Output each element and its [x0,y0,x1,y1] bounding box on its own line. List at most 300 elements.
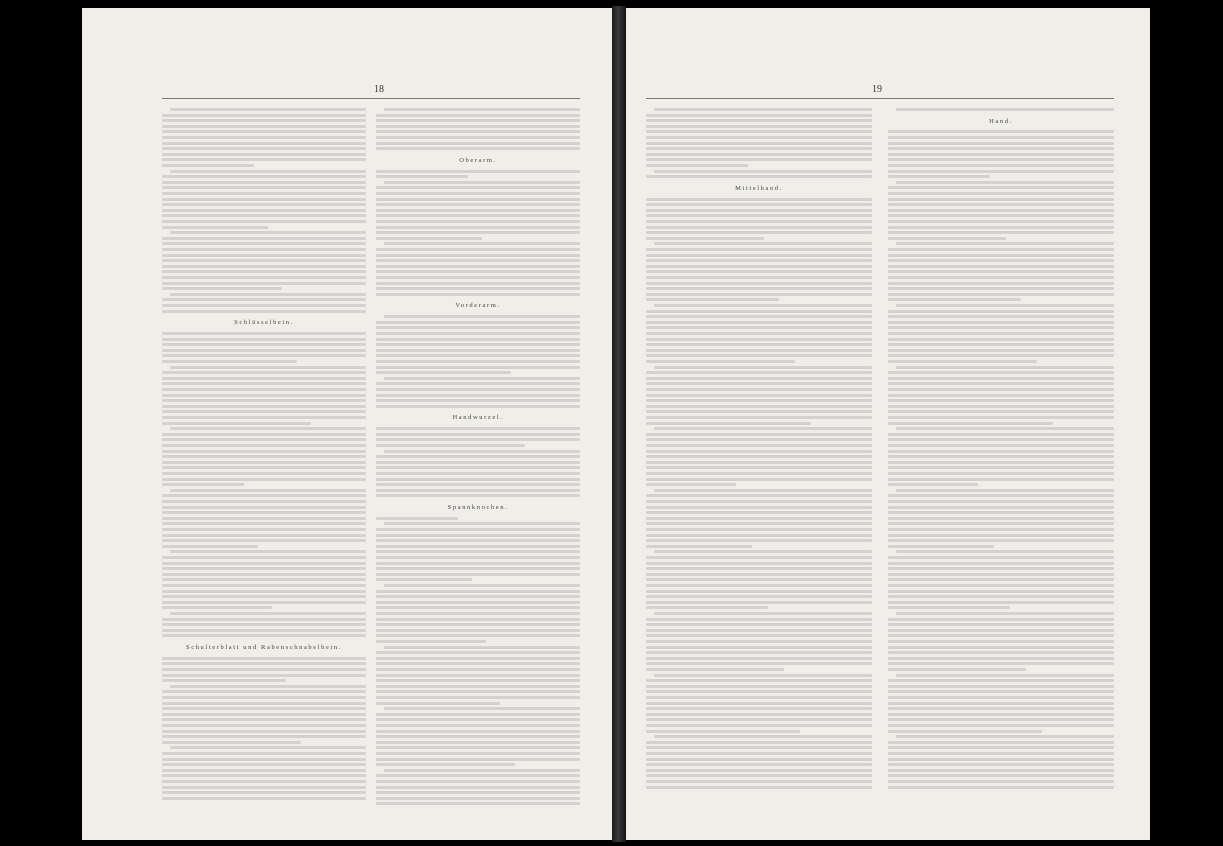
text-line [646,461,872,464]
section-heading: Vorderarm. [455,302,501,310]
text-line [162,114,366,117]
text-line [646,343,872,346]
text-line [888,147,1114,150]
text-line [376,483,580,486]
text-line [162,377,366,380]
text-line [162,410,366,413]
text-line [888,517,1114,520]
text-line [888,679,1114,682]
text-line [654,170,872,173]
text-line [162,724,366,727]
text-line [162,679,286,682]
text-line [376,758,580,761]
text-line [376,427,580,430]
text-line [384,377,580,380]
text-line [170,746,366,749]
text-line [888,623,1114,626]
text-line [646,786,872,789]
text-line [376,382,580,385]
text-line [646,360,795,363]
text-line [654,366,872,369]
text-line [888,282,1114,285]
text-line [646,164,748,167]
text-line [888,724,1114,727]
text-line [888,618,1114,621]
text-line [162,601,366,604]
text-line [646,226,872,229]
text-line [162,164,254,167]
text-line [888,662,1114,665]
text-line [888,237,1006,240]
text-line [162,125,366,128]
text-line [376,780,580,783]
text-line [376,405,580,408]
text-line [162,276,366,279]
text-line [162,142,366,145]
text-line [376,752,580,755]
text-line [162,214,366,217]
text-line [376,640,486,643]
text-line [384,108,580,111]
text-line [384,242,580,245]
text-line [888,590,1114,593]
text-line [376,634,580,637]
text-line [162,220,366,223]
text-line [162,483,244,486]
text-line [646,769,872,772]
text-line [646,455,872,458]
text-line [376,259,580,262]
text-line [162,153,366,156]
text-line [888,601,1114,604]
text-line [888,478,1114,481]
text-line [888,399,1114,402]
text-line [888,343,1114,346]
text-line [646,450,872,453]
text-line [888,668,1026,671]
text-line [888,567,1114,570]
text-line [162,556,366,559]
text-line [376,455,580,458]
text-line [376,209,580,212]
text-line [646,724,872,727]
text-line [888,730,1042,733]
text-line [384,646,580,649]
text-line [376,724,580,727]
text-line [376,198,580,201]
text-line [888,130,1114,133]
text-line [376,214,580,217]
text-line [888,707,1114,710]
text-line [162,478,366,481]
text-line [888,651,1114,654]
text-line [170,108,366,111]
text-line [162,466,366,469]
text-line [162,298,366,301]
text-line [162,354,366,357]
text-line [888,153,1114,156]
text-line [646,528,872,531]
text-line [888,646,1114,649]
text-line [162,713,366,716]
text-line [162,455,366,458]
text-line [162,248,366,251]
text-line [376,248,580,251]
text-line [654,735,872,738]
text-line [888,186,1114,189]
text-line [162,203,366,206]
text-line [646,629,872,632]
text-line [646,175,872,178]
text-line [376,276,580,279]
text-line [376,472,580,475]
text-line [376,366,580,369]
text-line [888,562,1114,565]
text-line [888,713,1114,716]
text-line [888,226,1114,229]
text-line [162,735,366,738]
text-line [170,685,366,688]
text-line [376,461,580,464]
text-line [162,433,366,436]
text-line [888,461,1114,464]
text-line [170,231,366,234]
text-line [646,377,872,380]
text-line [162,741,301,744]
text-line [162,422,311,425]
page-number: 19 [872,84,882,95]
text-line [888,422,1053,425]
text-line [162,545,258,548]
text-line [162,511,366,514]
text-line [646,136,872,139]
text-line [162,657,366,660]
text-line [888,746,1114,749]
text-line [162,181,366,184]
text-line [376,685,580,688]
text-line [646,371,872,374]
text-line [646,270,872,273]
text-line [170,293,366,296]
text-line [162,192,366,195]
text-line [646,780,872,783]
text-line [888,763,1114,766]
text-line [646,399,872,402]
text-line [888,377,1114,380]
text-line [646,422,811,425]
text-line [646,293,872,296]
text-line [888,209,1114,212]
text-line [376,130,580,133]
text-line [376,802,580,805]
text-line [376,438,580,441]
text-line [162,797,366,800]
text-line [376,119,580,122]
text-line [162,186,366,189]
text-line [888,220,1114,223]
text-line [646,214,872,217]
text-line [376,702,500,705]
text-line [888,584,1114,587]
text-line [384,769,580,772]
text-line [654,612,872,615]
left-page [82,8,612,840]
book-gutter [612,6,626,842]
text-line [162,539,366,542]
text-line [888,231,1114,234]
text-line [888,175,990,178]
text-line [646,382,872,385]
text-line [646,433,872,436]
text-line [376,237,482,240]
text-line [376,444,525,447]
text-line [888,248,1114,251]
text-line [888,332,1114,335]
text-line [888,702,1114,705]
text-line [162,584,366,587]
text-line [162,282,366,285]
text-line [646,438,872,441]
text-line [888,466,1114,469]
text-line [384,315,580,318]
text-line [162,136,366,139]
text-line [170,427,366,430]
text-line [646,651,872,654]
text-line [376,730,580,733]
text-line [162,718,366,721]
text-line [376,220,580,223]
text-line [646,685,872,688]
text-line [888,354,1114,357]
text-line [162,242,366,245]
text-line [646,545,752,548]
text-line [888,774,1114,777]
text-line [384,584,580,587]
text-line [162,405,366,408]
text-line [888,315,1114,318]
text-line [646,114,872,117]
text-line [896,612,1114,615]
text-line [162,270,366,273]
text-line [162,338,366,341]
text-line [170,170,366,173]
text-line [646,388,872,391]
text-line [646,601,872,604]
text-line [376,797,580,800]
text-line [646,119,872,122]
text-line [646,478,872,481]
text-line [646,741,872,744]
text-line [646,198,872,201]
text-line [376,556,580,559]
text-line [896,489,1114,492]
text-line [376,741,580,744]
text-line [376,192,580,195]
text-line [646,287,872,290]
text-line [376,791,580,794]
text-line [888,657,1114,660]
text-line [162,780,366,783]
text-line [376,231,580,234]
text-line [162,461,366,464]
text-line [888,321,1114,324]
text-line [376,466,580,469]
text-line [646,718,872,721]
text-line [896,427,1114,430]
section-heading: Oberarm. [459,156,497,164]
text-line [384,522,580,525]
text-line [896,108,1114,111]
text-line [376,517,458,520]
text-line [888,164,1114,167]
text-line [162,130,366,133]
text-line [376,147,580,150]
text-line [888,634,1114,637]
text-line [654,304,872,307]
text-line [162,562,366,565]
text-line [376,142,580,145]
text-line [646,578,872,581]
text-line [162,332,366,335]
text-line [170,489,366,492]
text-line [376,338,580,341]
text-line [646,231,872,234]
text-line [646,662,872,665]
text-line [646,259,872,262]
text-line [888,511,1114,514]
text-line [896,366,1114,369]
text-line [646,690,872,693]
text-line [162,696,366,699]
right-page [626,8,1150,840]
section-heading: Schulterblatt und Rabenschnabelbein. [186,644,342,651]
text-line [376,595,580,598]
text-line [162,763,366,766]
text-line [888,506,1114,509]
text-line [162,623,366,626]
text-line [888,500,1114,503]
text-line [376,735,580,738]
text-line [646,556,872,559]
text-line [376,136,580,139]
text-line [646,394,872,397]
text-line [376,662,580,665]
text-line [646,405,872,408]
text-line [376,562,580,565]
text-line [646,567,872,570]
text-line [888,595,1114,598]
text-line [162,752,366,755]
text-line [646,203,872,206]
text-line [646,237,764,240]
text-line [646,506,872,509]
text-line [646,500,872,503]
text-line [162,567,366,570]
text-line [646,534,872,537]
text-line [888,270,1114,273]
text-line [888,780,1114,783]
text-line [888,685,1114,688]
text-line [646,349,872,352]
text-line [376,343,580,346]
text-line [888,293,1114,296]
text-line [162,119,366,122]
text-line [646,472,872,475]
text-line [162,394,366,397]
text-line [170,366,366,369]
text-line [646,466,872,469]
text-line [888,394,1114,397]
text-line [170,550,366,553]
text-line [162,147,366,150]
text-line [646,606,768,609]
text-line [376,601,580,604]
text-line [376,528,580,531]
text-line [376,573,580,576]
text-line [162,674,366,677]
text-line [162,758,366,761]
text-line [646,752,872,755]
text-line [376,433,580,436]
text-line [646,142,872,145]
text-line [646,276,872,279]
text-line [646,354,872,357]
text-line [888,310,1114,313]
text-line [376,618,580,621]
text-line [376,349,580,352]
text-line [646,326,872,329]
text-line [376,293,580,296]
text-line [888,606,1010,609]
text-line [376,354,580,357]
text-line [162,237,366,240]
text-line [162,662,366,665]
text-line [162,690,366,693]
text-line [376,623,580,626]
text-line [646,265,872,268]
text-line [162,287,282,290]
text-line [376,590,580,593]
text-line [646,416,872,419]
text-line [654,550,872,553]
text-line [646,618,872,621]
text-line [646,774,872,777]
text-line [654,674,872,677]
text-line [888,539,1114,542]
text-line [888,640,1114,643]
text-line [646,410,872,413]
text-line [646,517,872,520]
text-line [646,634,872,637]
text-line [376,170,580,173]
text-line [384,181,580,184]
text-line [888,578,1114,581]
header-rule [646,98,1114,99]
text-line [646,254,872,257]
text-line [654,489,872,492]
text-line [162,534,366,537]
text-line [162,175,366,178]
text-line [888,158,1114,161]
text-line [646,668,784,671]
text-line [646,758,872,761]
text-line [376,539,580,542]
text-line [162,522,366,525]
text-line [888,438,1114,441]
text-line [162,382,366,385]
text-line [162,618,366,621]
text-line [162,416,366,419]
